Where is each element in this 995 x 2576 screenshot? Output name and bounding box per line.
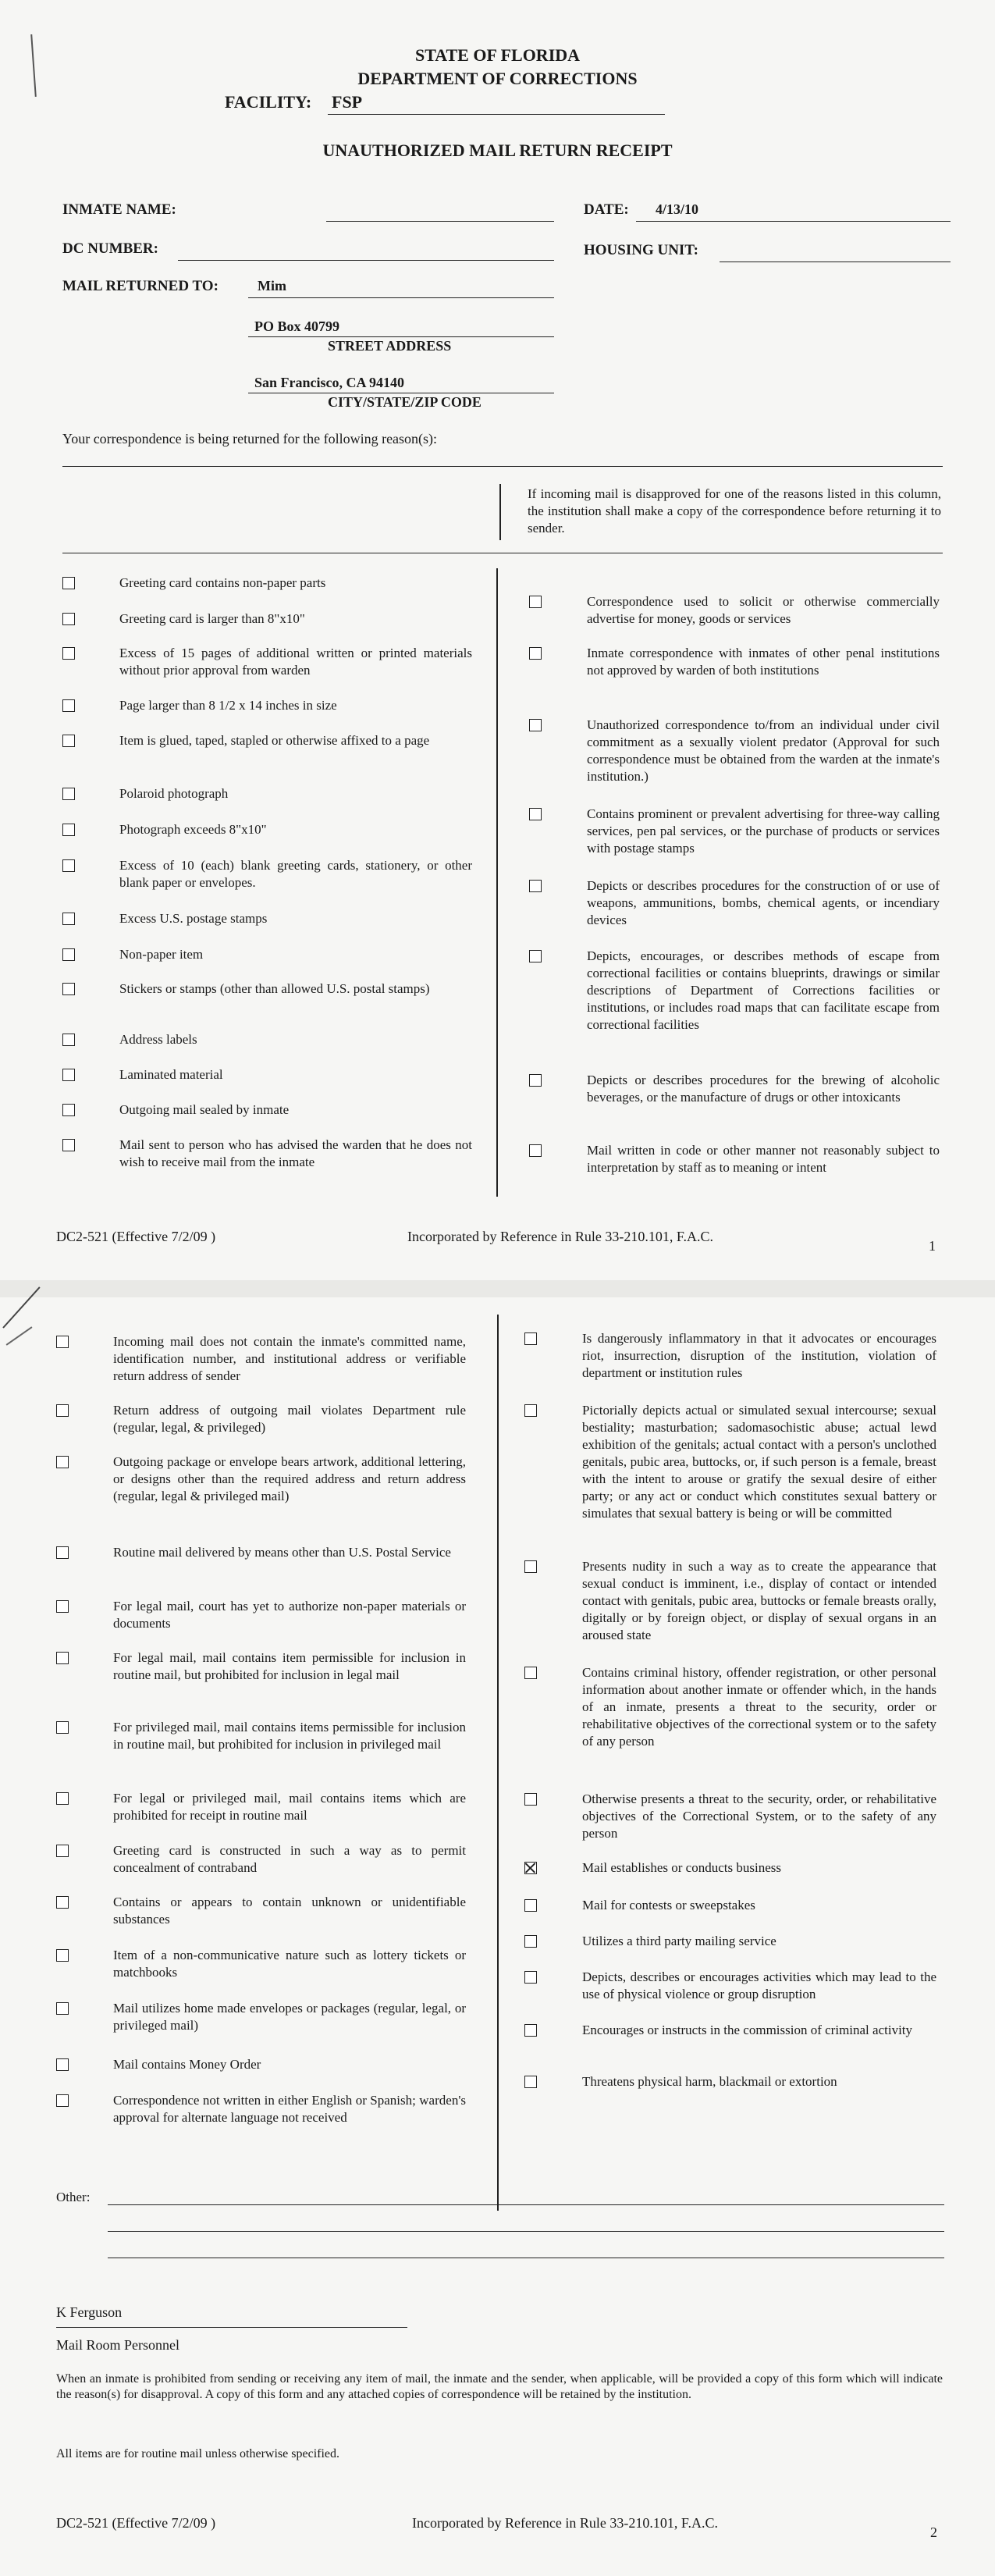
reason-checkbox[interactable] (524, 2076, 537, 2088)
state-heading: STATE OF FLORIDA (414, 45, 581, 65)
reason-checkbox[interactable] (56, 1652, 69, 1664)
reason-text: Routine mail delivered by means other than U.S. Postal Service (113, 1545, 451, 1560)
reason-text: Mail for contests or sweepstakes (582, 1898, 755, 1912)
reason-text: Greeting card is larger than 8"x10" (119, 611, 305, 626)
signer-name: K Ferguson (56, 2304, 123, 2320)
page-1 (0, 0, 995, 1280)
reason-checkbox[interactable] (524, 1667, 537, 1679)
reason-checkbox[interactable] (56, 1949, 69, 1962)
reason-checkbox[interactable] (524, 1332, 537, 1345)
reason-checkbox[interactable] (62, 788, 75, 800)
reason-text: Greeting card is constructed in such a way as to permit concealment of contraband (113, 1843, 466, 1875)
reason-text: Greeting card contains non-paper parts (119, 575, 326, 590)
housing-unit-label: HOUSING UNIT: (584, 242, 698, 258)
reason-checkbox[interactable] (524, 1560, 537, 1573)
form-title: UNAUTHORIZED MAIL RETURN RECEIPT (322, 141, 673, 160)
reason-text: Mail establishes or conducts business (582, 1860, 781, 1875)
dc-number-line (178, 260, 554, 261)
reason-checkbox[interactable] (62, 948, 75, 961)
reason-text: Threatens physical harm, blackmail or extortion (582, 2074, 837, 2089)
reason-checkbox[interactable] (529, 596, 542, 608)
inmate-name-label: INMATE NAME: (62, 201, 176, 218)
other-label: Other: (56, 2190, 91, 2204)
page-break (0, 1280, 995, 1297)
reason-checkbox[interactable] (62, 577, 75, 589)
reason-checkbox[interactable] (56, 1336, 69, 1348)
signer-title: Mail Room Personnel (56, 2337, 179, 2353)
reason-checkbox[interactable] (524, 1971, 537, 1984)
reason-text: Contains prominent or prevalent advertising for three-way calling services, pen pal services, or the purchase of products or services with postage stamps (587, 806, 940, 856)
reason-checkbox[interactable] (56, 1456, 69, 1468)
reason-text: Polaroid photograph (119, 786, 229, 801)
mail-returned-name[interactable]: Mim (258, 278, 286, 294)
reason-text: Depicts or describes procedures for the construction of or use of weapons, ammunitions, bombs, chemical agents, or incendiary devices (587, 878, 940, 927)
reason-text: Photograph exceeds 8"x10" (119, 822, 267, 837)
reason-text: Contains or appears to contain unknown or unidentifiable substances (113, 1895, 466, 1927)
reason-checkbox[interactable] (524, 1793, 537, 1806)
reason-text: Unauthorized correspondence to/from an individual under civil commitment as a sexually violent predator (Approval for such correspondence must be obtained from the warden at the inmate's institution.) (587, 717, 940, 784)
reason-text: Mail written in code or other manner not reasonably subject to interpretation by staff as to meaning or intent (587, 1143, 940, 1175)
facility-underline (328, 114, 665, 115)
other-line-1 (108, 2204, 944, 2205)
reason-text: Return address of outgoing mail violates Department rule (regular, legal, & privileged) (113, 1403, 466, 1435)
reason-text: For legal or privileged mail, mail contains items which are prohibited for receipt in routine mail (113, 1791, 466, 1823)
reason-checkbox[interactable] (62, 647, 75, 660)
reason-checkbox[interactable] (56, 2002, 69, 2015)
page-number-1: 1 (929, 1238, 936, 1254)
reason-text: Excess U.S. postage stamps (119, 911, 268, 926)
reason-checkbox[interactable] (56, 1546, 69, 1559)
reasons-intro: Your correspondence is being returned for the following reason(s): (62, 431, 438, 447)
reason-text: Item of a non-communicative nature such as lottery tickets or matchbooks (113, 1948, 466, 1980)
reason-text: Pictorially depicts actual or simulated sexual intercourse; sexual bestiality; masturbation; sadomasochistic abuse; actual lewd exhibition of the genitals; actual contact with a person's unclothed genitals, pubic area, buttocks, or, if such person is a female, breast with the intent to arouse or gratify the sexual desire of either party; or any act or conduct which constitutes sexual battery or simulates that sexual battery is being or will be committed (582, 1403, 936, 1521)
reason-text: Mail utilizes home made envelopes or packages (regular, legal, or privileged mail) (113, 2001, 466, 2033)
reason-checkbox[interactable] (56, 1721, 69, 1734)
page-number-2: 2 (930, 2524, 937, 2540)
reason-checkbox[interactable] (529, 950, 542, 962)
inmate-name-line (326, 221, 554, 222)
reason-checkbox[interactable] (56, 2058, 69, 2071)
reason-checkbox[interactable] (56, 1896, 69, 1909)
reason-checkbox[interactable] (62, 1139, 75, 1151)
reason-text: Incoming mail does not contain the inmate's committed name, identification number, and institutional address or verifiable return address of sender (113, 1334, 466, 1383)
reason-checkbox[interactable] (62, 1034, 75, 1046)
street-value[interactable]: PO Box 40799 (254, 318, 340, 334)
reason-text: Otherwise presents a threat to the security, order, or rehabilitative objectives of the Correctional System, or to the safety of any person (582, 1791, 936, 1841)
reason-checkbox[interactable] (529, 880, 542, 892)
reasons-divider (62, 466, 943, 467)
street-label: STREET ADDRESS (328, 338, 452, 354)
mail-returned-label: MAIL RETURNED TO: (62, 278, 219, 294)
reason-checkbox[interactable] (529, 1144, 542, 1157)
right-note-bar (499, 484, 501, 540)
reason-checkbox[interactable] (524, 1935, 537, 1948)
reason-text: Outgoing mail sealed by inmate (119, 1102, 290, 1117)
signature-line (56, 2327, 407, 2328)
facility-label: FACILITY: (225, 92, 312, 112)
reason-text: Address labels (119, 1032, 197, 1047)
reason-checkbox[interactable] (62, 1104, 75, 1116)
column-divider-p2 (497, 1315, 499, 2211)
facility-value: FSP (332, 92, 363, 112)
reason-text: Presents nudity in such a way as to create the appearance that sexual conduct is imminent, i.e., display of contact or intended contact with genitals, pubic area, buttocks or female breasts orally, digitally or by foreign object, or display of sexual organs in an aroused state (582, 1559, 936, 1642)
reason-checkbox[interactable] (62, 913, 75, 925)
city-value[interactable]: San Francisco, CA 94140 (254, 375, 405, 390)
right-column-note: If incoming mail is disapproved for one of the reasons listed in this column, the institution shall make a copy of the correspondence before returning it to sender. (528, 486, 941, 535)
staple-mark-2 (6, 1326, 33, 1345)
street-line (248, 336, 554, 337)
reason-text: Depicts, encourages, or describes methods of escape from correctional facilities or contains blueprints, drawings or similar descriptions of Department of Corrections facilities or institutions, or includes road maps that can facilitate escape from correctional facilities (587, 948, 940, 1032)
reason-text: Depicts, describes or encourages activities which may lead to the use of physical violence or group disruption (582, 1969, 936, 2001)
reason-checkbox[interactable] (62, 983, 75, 995)
reason-checkbox[interactable] (62, 699, 75, 712)
reason-checkbox[interactable] (56, 1600, 69, 1613)
reason-text: Correspondence not written in either English or Spanish; warden's approval for alternate language not received (113, 2093, 466, 2125)
footer-rule-p1: Incorporated by Reference in Rule 33-210.101, F.A.C. (407, 1229, 713, 1244)
reason-text: Stickers or stamps (other than allowed U.S. postal stamps) (119, 981, 430, 996)
reason-text: Page larger than 8 1/2 x 14 inches in size (119, 698, 337, 713)
date-label: DATE: (584, 201, 629, 218)
footer-form-p2: DC2-521 (Effective 7/2/09 ) (56, 2515, 216, 2531)
reason-text: For privileged mail, mail contains items permissible for inclusion in routine mail, but prohibited for inclusion in privileged mail (113, 1720, 466, 1752)
dc-number-label: DC NUMBER: (62, 240, 158, 257)
date-line (636, 221, 951, 222)
notice-text: When an inmate is prohibited from sending or receiving any item of mail, the inmate and the sender, when applicable, will be provided a copy of this form which will indicate the reason(s) for disapproval. A copy of this form and any attached copies of correspondence will be retained by the institution. (56, 2372, 943, 2401)
reason-checkbox[interactable] (529, 647, 542, 660)
reason-checkbox[interactable] (529, 808, 542, 820)
routine-note: All items are for routine mail unless otherwise specified. (56, 2447, 340, 2460)
other-line-2 (108, 2231, 944, 2232)
reason-checkbox[interactable] (56, 1845, 69, 1857)
reason-checkbox[interactable] (62, 1069, 75, 1081)
reason-text: Mail contains Money Order (113, 2057, 261, 2072)
reason-checkbox[interactable] (524, 1899, 537, 1912)
reason-checkbox[interactable] (62, 735, 75, 747)
reason-text: Inmate correspondence with inmates of other penal institutions not approved by warden of both institutions (587, 646, 940, 678)
reason-text: For legal mail, court has yet to authorize non-paper materials or documents (113, 1599, 466, 1631)
reason-text: Excess of 15 pages of additional written or printed materials without prior approval from warden (119, 646, 472, 678)
reason-text: Depicts or describes procedures for the brewing of alcoholic beverages, or the manufacture of drugs or other intoxicants (587, 1073, 940, 1105)
footer-form-p1: DC2-521 (Effective 7/2/09 ) (56, 1229, 216, 1244)
city-label: CITY/STATE/ZIP CODE (328, 394, 482, 410)
mail-returned-line (248, 297, 554, 298)
reason-text: Is dangerously inflammatory in that it advocates or encourages riot, insurrection, disruption of the institution, violation of department or institution rules (582, 1331, 936, 1380)
reason-text: Encourages or instructs in the commission of criminal activity (582, 2023, 913, 2037)
reason-checkbox[interactable] (56, 1404, 69, 1417)
reason-text: Utilizes a third party mailing service (582, 1934, 776, 1948)
reason-checkbox[interactable] (529, 719, 542, 731)
reason-text: Excess of 10 (each) blank greeting cards, stationery, or other blank paper or envelopes. (119, 858, 472, 890)
column-divider-p1 (496, 568, 498, 1197)
department-heading: DEPARTMENT OF CORRECTIONS (357, 69, 638, 88)
reason-text: Non-paper item (119, 947, 204, 962)
reason-checkbox[interactable] (62, 859, 75, 872)
footer-rule-p2: Incorporated by Reference in Rule 33-210.101, F.A.C. (412, 2515, 718, 2531)
reason-checkbox[interactable] (524, 2024, 537, 2037)
reason-text: Outgoing package or envelope bears artwork, additional lettering, or designs other than the required address and return address (regular, legal & privileged mail) (113, 1454, 466, 1503)
reason-text: Laminated material (119, 1067, 223, 1082)
reason-checkbox[interactable] (56, 1792, 69, 1805)
reason-checkbox[interactable] (62, 824, 75, 836)
reason-checkbox[interactable] (524, 1404, 537, 1417)
reason-checkbox[interactable] (62, 613, 75, 625)
reason-checkbox[interactable] (56, 2094, 69, 2107)
reason-text: Mail sent to person who has advised the warden that he does not wish to receive mail from the inmate (119, 1137, 472, 1169)
reason-text: Contains criminal history, offender registration, or other personal information about another inmate or offender which, in the hands of an inmate, presents a threat to the security, order or rehabilitative objectives of the correctional system or to the safety of any person (582, 1665, 936, 1749)
reason-text: Item is glued, taped, stapled or otherwise affixed to a page (119, 733, 430, 748)
page-2 (0, 1297, 995, 2576)
reason-text: For legal mail, mail contains item permissible for inclusion in routine mail, but prohibited for inclusion in legal mail (113, 1650, 466, 1682)
reason-text: Correspondence used to solicit or otherwise commercially advertise for money, goods or services (587, 594, 940, 626)
reason-checkbox[interactable] (529, 1074, 542, 1087)
date-field[interactable]: 4/13/10 (656, 201, 699, 217)
reason-checkbox[interactable] (524, 1862, 537, 1874)
